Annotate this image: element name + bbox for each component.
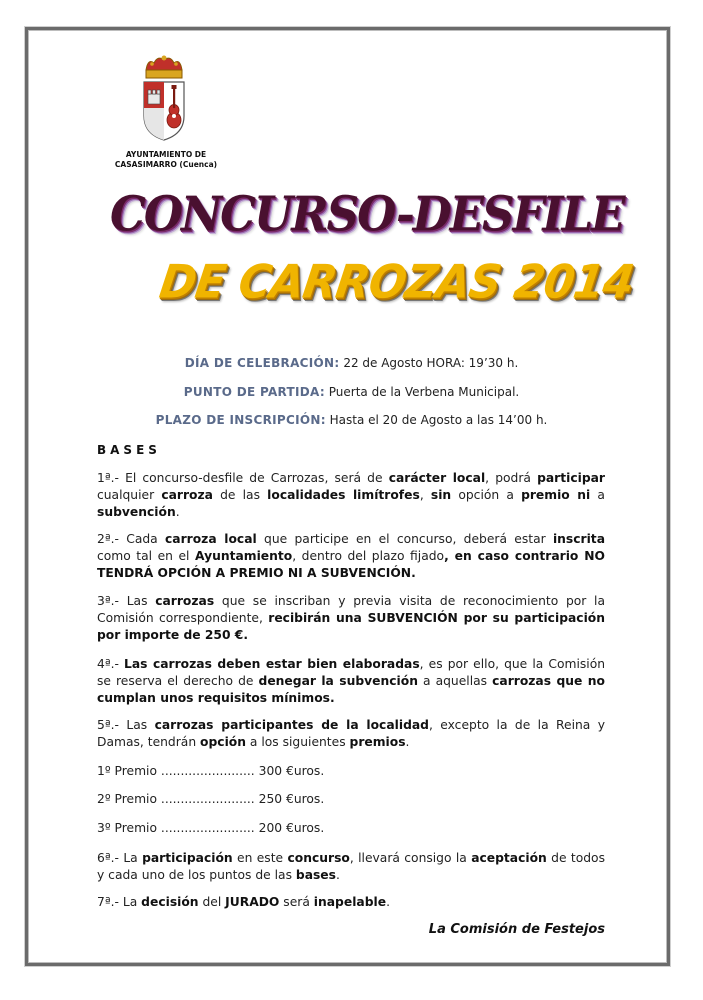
signature: La Comisión de Festejos (428, 922, 605, 937)
info-value: Hasta el 20 de Agosto a las 14’00 h. (325, 413, 548, 427)
info-line-date (0, 356, 703, 370)
rule-7: 7ª.- La decisión del JURADO será inapelable. (97, 895, 390, 909)
title-line1: CONCURSO-DESFILE (110, 186, 624, 243)
info-value: 22 de Agosto HORA: 19’30 h. (339, 356, 519, 370)
prize-1: 1º Premio ........................ 300 €uros. (97, 764, 325, 778)
rule-2: 2ª.- Cada carroza local que participe en el concurso, deberá estar inscrita como tal en el Ayuntamiento, dentro del plazo fijado, en caso contrario NO TENDRÁ OPCIÓN A PREMIO NI A SUBVENCIÓN. (97, 532, 606, 580)
bases-heading: BASES (97, 443, 161, 457)
info-label: PLAZO DE INSCRIPCIÓN: (155, 413, 326, 427)
rule-3: 3ª.- Las carrozas que se inscriban y previa visita de reconocimiento por la Comisión correspondiente, recibirán una SUBVENCIÓN por su participación por importe de 250 €. (97, 594, 606, 642)
info-label: PUNTO DE PARTIDA: (183, 385, 325, 399)
crest-caption-line2: CASASIMARRO (Cuenca) (114, 160, 218, 169)
rule-5: 5ª.- Las carrozas participantes de la localidad, excepto la de la Reina y Damas, tendrán opción a los siguientes premios. (97, 718, 605, 749)
rule-6: 6ª.- La participación en este concurso, llevará consigo la aceptación de todos y cada uno de los puntos de las bases. (97, 851, 605, 882)
info-label: DÍA DE CELEBRACIÓN: (184, 356, 340, 370)
crest-caption-line1: AYUNTAMIENTO DE (125, 150, 207, 159)
title-line2: DE CARROZAS 2014 (156, 255, 637, 310)
prize-2: 2º Premio ........................ 250 €uros. (97, 792, 325, 806)
prize-3: 3º Premio ........................ 200 €uros. (97, 821, 325, 835)
info-line-deadline (0, 413, 703, 427)
crest-caption (96, 150, 236, 170)
info-value: Puerta de la Verbena Municipal. (324, 385, 520, 399)
rule-4: 4ª.- Las carrozas deben estar bien elaboradas, es por ello, que la Comisión se reserva el derecho de denegar la subvención a aquellas carrozas que no cumplan unos requisitos mínimos. (97, 657, 606, 705)
coat-of-arms-logo (138, 54, 190, 144)
rule-1: 1ª.- El concurso-desfile de Carrozas, será de carácter local, podrá participar cualquier carroza de las localidades limítrofes, sin opción a premio ni a subvención. (97, 471, 605, 519)
info-line-start (0, 385, 703, 399)
